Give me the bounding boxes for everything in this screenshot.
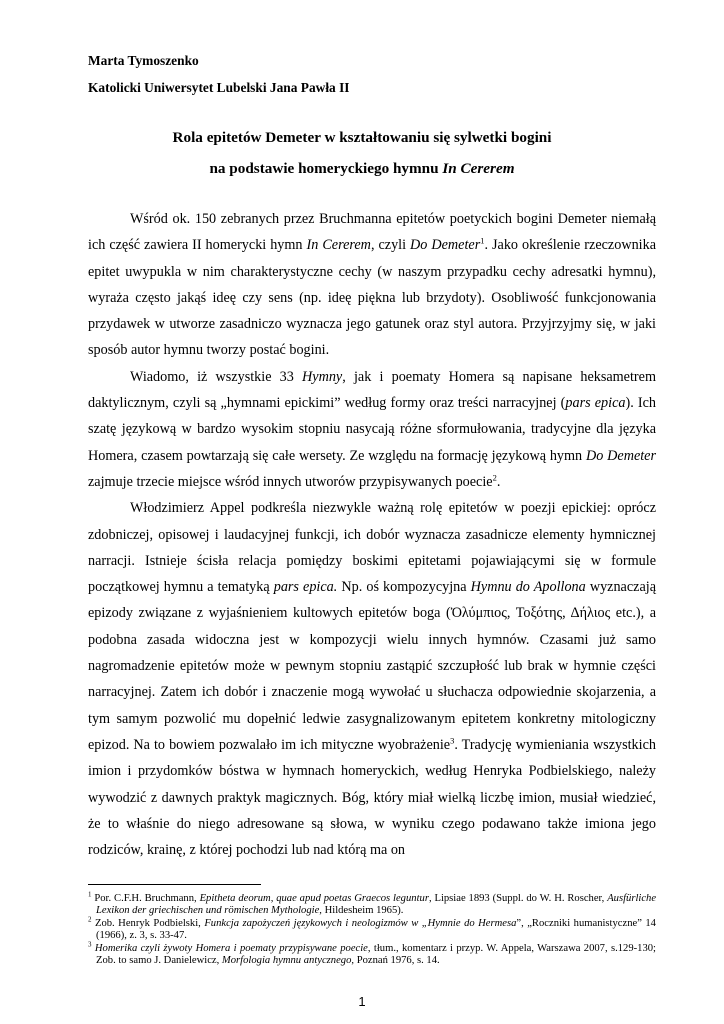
text-run: Por. C.F.H. Bruchmann, [91,893,200,904]
footnote-3 [88,940,656,968]
text-run: , Lipsiae 1893 (Suppl. do W. H. Roscher, [428,893,608,904]
text-run: , tłum., komentarz i przyp. W. Appela, Warszawa 2007, s.129-130; Zob. to samo J. Danielewicz, [96,942,656,967]
italic-text: Homerika czyli żywoty Homera i poematy przypisywane poecie [94,942,368,954]
author-name: Marta Tymoszenko [88,53,199,68]
title-line-2-italic: In Cererem [442,160,515,177]
italic-text: Epitheta deorum, quae apud poetas Graecos leguntur [199,893,429,904]
text-run: , jak i poematy Homera są napisane heksametrem daktylicznym, czyli są „hymnami epickimi” według formy oraz treści narracyjnej ( [88,368,656,412]
footnote-1 [88,890,657,918]
title-line-2-text: na podstawie homeryckiego hymnu [209,160,443,177]
footnote-ref: 1 [88,890,92,899]
paper-title-line-1: Rola epitetów Demeter w kształtowaniu się sylwetki bogini [172,129,552,146]
footnotes [88,890,657,967]
text-run: ). Ich szatę językową w bardzo wysokim stopniu nasycają różne sformułowania, tradycyjne dla języka Homera, czasem powtarzają się całe wersety. Ze względu na formację językową hymn [88,395,656,464]
text-run: . Tradycję wymieniania wszystkich imion i przydomków bóstwa w hymnach homeryckich, według Henryka Podbielskiego, należy wywodzić z dawnych praktyk magicznych. Bóg, który miał wielką liczbę imion, musiał wiedzieć, że to właśnie do niego adresowane są słowa, w wyniku czego podawano także imiona jego rodziców, krainę, z której pochodzi lub nad którą ma on [88,736,656,859]
text-run: , czyli [370,237,411,254]
italic-text: pars epica [565,395,626,412]
author-affiliation: Katolicki Uniwersytet Lubelski Jana Pawła II [88,80,350,95]
italic-text: In Cererem [306,237,371,254]
italic-text: pars epica. [273,579,338,596]
text-run: . [496,473,501,490]
footnote-ref: 1 [480,235,485,246]
footnote-ref: 3 [88,940,92,949]
body-text [88,206,656,863]
footnote-ref: 2 [88,915,92,924]
text-run: , Poznań 1976, s. 14. [351,955,440,967]
text-run: Np. oś kompozycyjna [337,579,471,596]
italic-text: Do Demeter [585,447,656,464]
footnote-ref: 2 [492,472,497,483]
text-run: zajmuje trzecie miejsce wśród innych utworów przypisywanych poecie [88,473,493,490]
footnote-separator [88,884,261,885]
page-number: 1 [358,994,366,1009]
italic-text: Ausfürliche Lexikon der griechischen und römischen Mythologie [96,893,657,917]
text-run: wyznaczają epizody związane z wyjaśnieniem kultowych epitetów boga (Ὀλύμπιος, Τοξότης, Δήλιος etc.), a podobna zasada widoczna jest w kompozycji wielu innych hymnów. Czasami już samo nagromadzenie epitetów może w pewnym stopniu zastąpić szczupłość lub brak w hymnie części narracyjnej. Zatem ich dobór i znaczenie mogą wywołać u słuchacza odpowiednie skojarzenia, a tym samym pozwolić mu dopełnić ledwie zasygnalizowanym epitetem konkretny mitologiczny epizod. Na to bowiem pozwalało im ich mityczne wyobrażenie [88,579,656,753]
paragraph-1 [88,206,656,364]
paragraph-2 [88,364,656,495]
text-run: . Jako określenie rzeczownika epitet uwypukla w nim charakterystyczne cechy (w naszym przypadku cechy adresatki hymnu), wyraża często jakąś ideę czy sens (np. ideę piękna lub brzydoty). Osobliwość funkcjonowania przydawek w utworze zasadniczo wyznacza jego gatunek oraz styl autora. Przyjrzyjmy się, w jaki sposób autor hymnu tworzy postać bogini. [88,237,656,359]
text-run: Wiadomo, iż wszystkie 33 [130,368,303,385]
italic-text: Funkcja zapożyczeń językowych i neologizmów w „Hymnie do Hermesa [204,917,517,929]
italic-text: Do Demeter [410,237,481,254]
italic-text: Morfologia hymnu antycznego [221,955,352,967]
text-run: Wśród ok. 150 zebranych przez Bruchmanna epitetów poetyckich bogini Demeter niemałą ich część zawiera II homerycki hymn [88,211,656,254]
footnote-ref: 3 [450,735,455,746]
italic-text: Hymny [302,368,343,385]
text-run: , Hildesheim 1965). [319,905,404,917]
text-run: Zob. Henryk Podbielski, [91,917,205,929]
paragraph-3 [88,495,656,863]
footnote-2 [88,915,656,943]
text-run: Włodzimierz Appel podkreśla niezwykle ważną rolę epitetów w poezji epickiej: oprócz zdobniczej, opisowej i laudacyjnej funkcji, ich dobór wyznacza zasadnicze elementy hymnicznej narracji. Istnieje ścisła relacja pomiędzy boskimi epitetami pojawiającymi się w formule początkowej hymnu a tematyką [88,500,656,596]
text-run: ”, „Roczniki humanistyczne” 14 (1966), z. 3, s. 33-47. [96,917,656,942]
italic-text: Hymnu do Apollona [470,579,586,596]
paper-title-line-2 [60,159,664,179]
